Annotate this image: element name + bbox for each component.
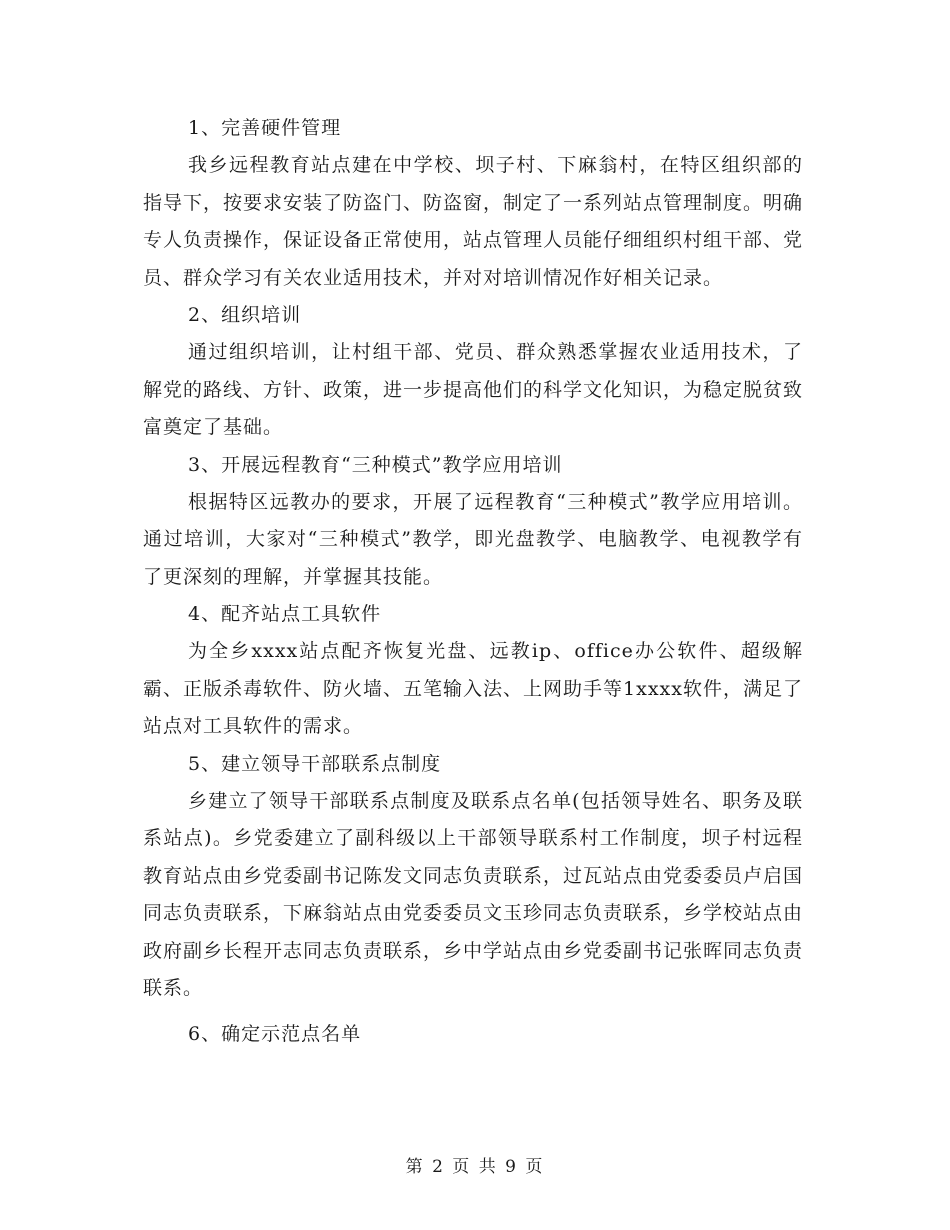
page-footer: 第 2 页 共 9 页 — [405, 1157, 545, 1177]
section-body-5: 乡建立了领导干部联系点制度及联系点名单(包括领导姓名、职务及联系站点)。乡党委建立了副科级以上干部领导联系村工作制度，坝子村远程教育站点由乡党委副书记陈发文同志负责联系，过瓦站点由党委委员卢启国同志负责联系，下麻翁站点由党委委员文玉珍同志负责联系，乡学校站点由政府副乡长程开志同志负责联系，乡中学站点由乡党委副书记张晖同志负责联系。 — [143, 789, 804, 999]
section-heading-4: 4、配齐站点工具软件 — [188, 603, 382, 625]
section-body-3: 根据特区远教办的要求，开展了远程教育“三种模式”教学应用培训。通过培训，大家对“三种模式”教学，即光盘教学、电脑教学、电视教学有了更深刻的理解，并掌握其技能。 — [143, 490, 803, 588]
section-heading-3: 3、开展远程教育“三种模式”教学应用培训 — [188, 453, 563, 476]
section-body-2: 通过组织培训，让村组干部、党员、群众熟悉掌握农业适用技术，了解党的路线、方针、政策，进一步提高他们的科学文化知识，为稳定脱贫致富奠定了基础。 — [143, 341, 804, 438]
section-heading-2: 2、组织培训 — [188, 304, 302, 326]
section-heading-1: 1、完善硬件管理 — [188, 117, 342, 139]
section-body-1: 我乡远程教育站点建在中学校、坝子村、下麻翁村，在特区组织部的指导下，按要求安装了防盗门、防盗窗，制定了一系列站点管理制度。明确专人负责操作，保证设备正常使用，站点管理人员能仔细组织村组干部、党员、群众学习有关农业适用技术，并对对培训情况作好相关记录。 — [143, 154, 804, 289]
section-heading-6: 6、确定示范点名单 — [188, 1022, 362, 1045]
document-page — [143, 110, 803, 1053]
section-body-4: 为全乡xxxx站点配齐恢复光盘、远教ip、office办公软件、超级解霸、正版杀毒软件、防火墙、五笔输入法、上网助手等1xxxx软件，满足了站点对工具软件的需求。 — [143, 640, 803, 737]
section-heading-5: 5、建立领导干部联系点制度 — [188, 752, 442, 775]
